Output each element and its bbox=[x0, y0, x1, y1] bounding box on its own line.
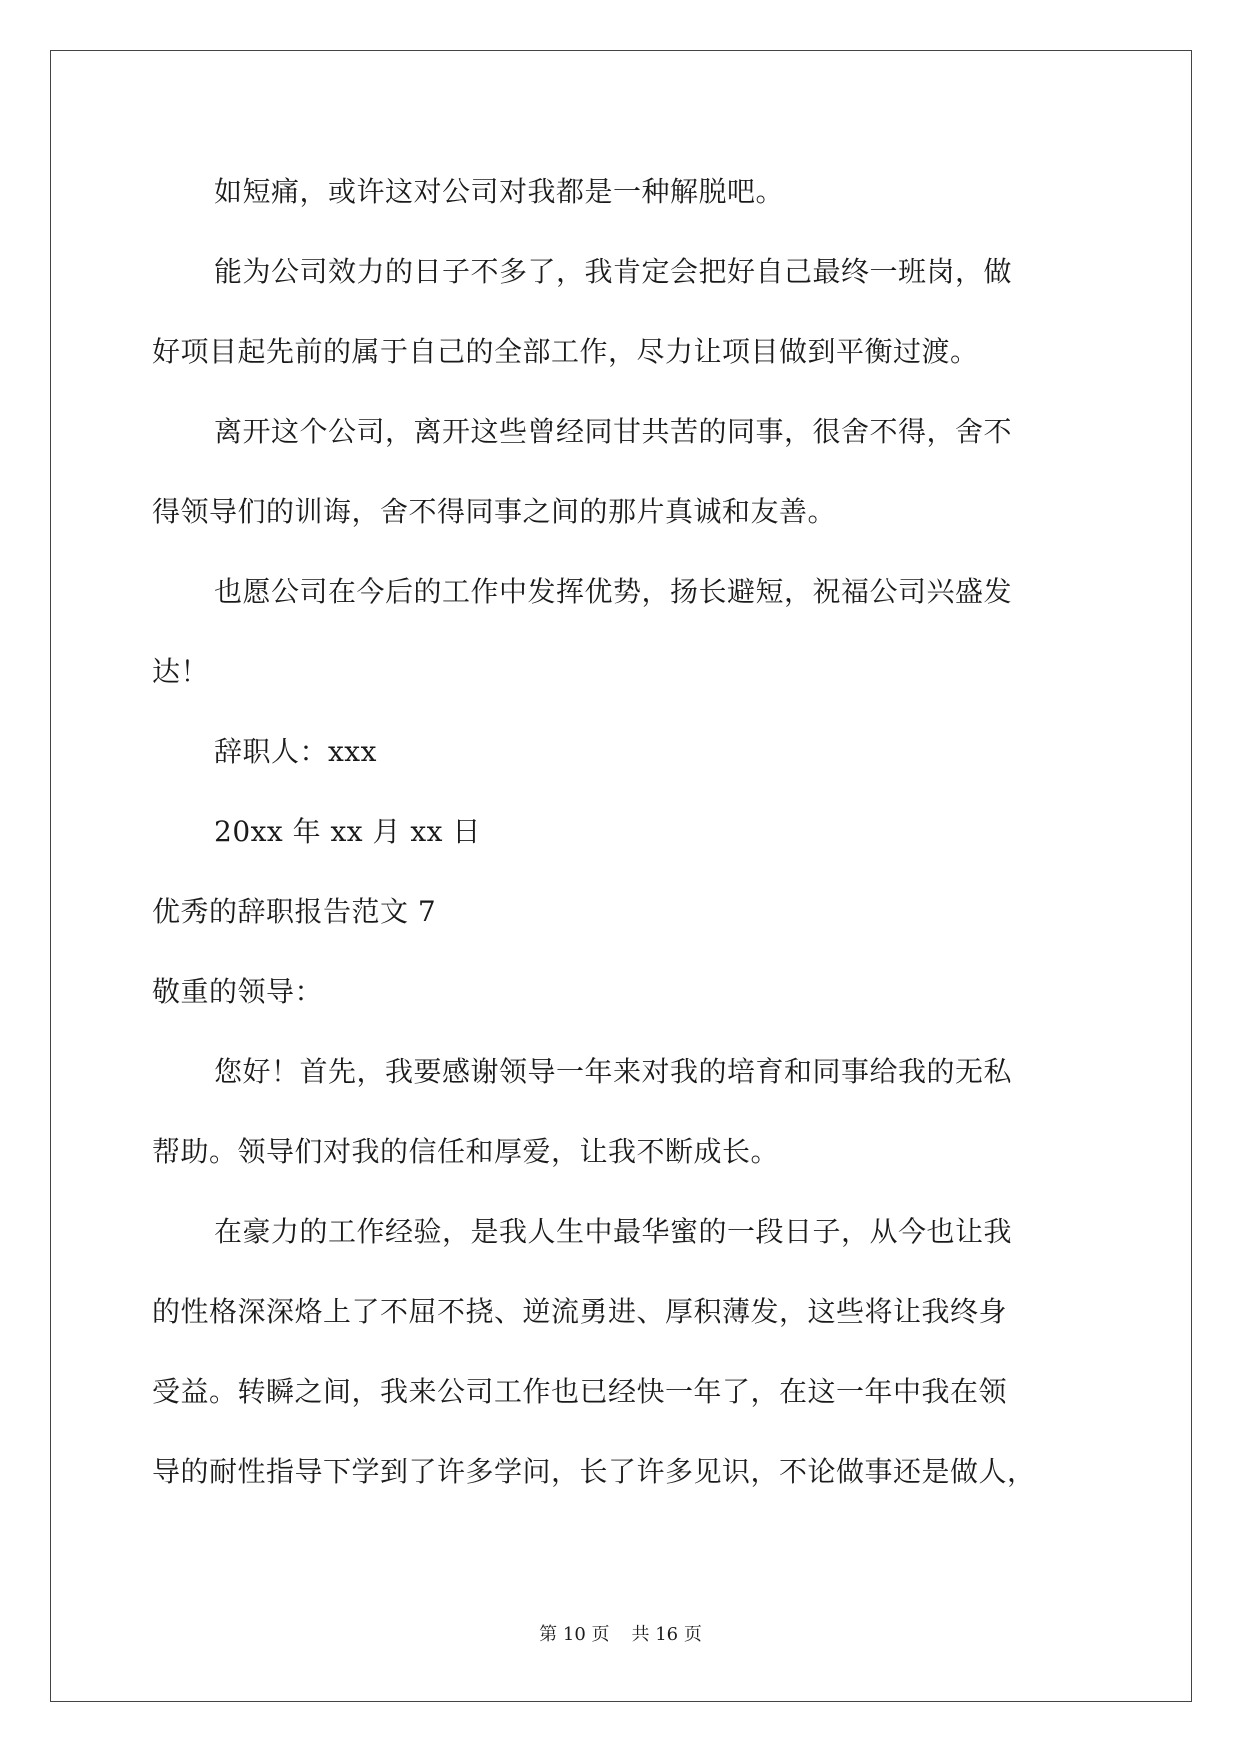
paragraph-line: 帮助。领导们对我的信任和厚爱，让我不断成长。 bbox=[152, 1135, 780, 1168]
page-number: 第 10 页 bbox=[539, 1624, 610, 1645]
section-heading: 优秀的辞职报告范文 7 bbox=[152, 895, 437, 928]
paragraph-line: 离开这个公司，离开这些曾经同甘共苦的同事，很舍不得，舍不 bbox=[214, 415, 1013, 448]
salutation: 敬重的领导： bbox=[152, 975, 324, 1008]
paragraph-line: 在豪力的工作经验，是我人生中最华蜜的一段日子，从今也让我 bbox=[214, 1215, 1013, 1248]
paragraph-line: 得领导们的训诲，舍不得同事之间的那片真诚和友善。 bbox=[152, 495, 837, 528]
date-line: 20xx 年 xx 月 xx 日 bbox=[214, 815, 481, 848]
paragraph-line: 能为公司效力的日子不多了，我肯定会把好自己最终一班岗，做 bbox=[214, 255, 1013, 288]
paragraph-line: 达！ bbox=[152, 655, 210, 688]
page-footer bbox=[0, 1623, 1241, 1647]
paragraph-line: 也愿公司在今后的工作中发挥优势，扬长避短，祝福公司兴盛发 bbox=[214, 575, 1013, 608]
paragraph-line: 导的耐性指导下学到了许多学问，长了许多见识，不论做事还是做人， bbox=[152, 1455, 1036, 1488]
paragraph-line: 如短痛，或许这对公司对我都是一种解脱吧。 bbox=[214, 175, 785, 208]
signature-line: 辞职人：xxx bbox=[214, 735, 377, 768]
paragraph-line: 您好！首先，我要感谢领导一年来对我的培育和同事给我的无私 bbox=[214, 1055, 1013, 1088]
page-total: 共 16 页 bbox=[631, 1624, 702, 1645]
paragraph-line: 好项目起先前的属于自己的全部工作，尽力让项目做到平衡过渡。 bbox=[152, 335, 979, 368]
paragraph-line: 的性格深深烙上了不屈不挠、逆流勇进、厚积薄发，这些将让我终身 bbox=[152, 1295, 1008, 1328]
paragraph-line: 受益。转瞬之间，我来公司工作也已经快一年了，在这一年中我在领 bbox=[152, 1375, 1008, 1408]
